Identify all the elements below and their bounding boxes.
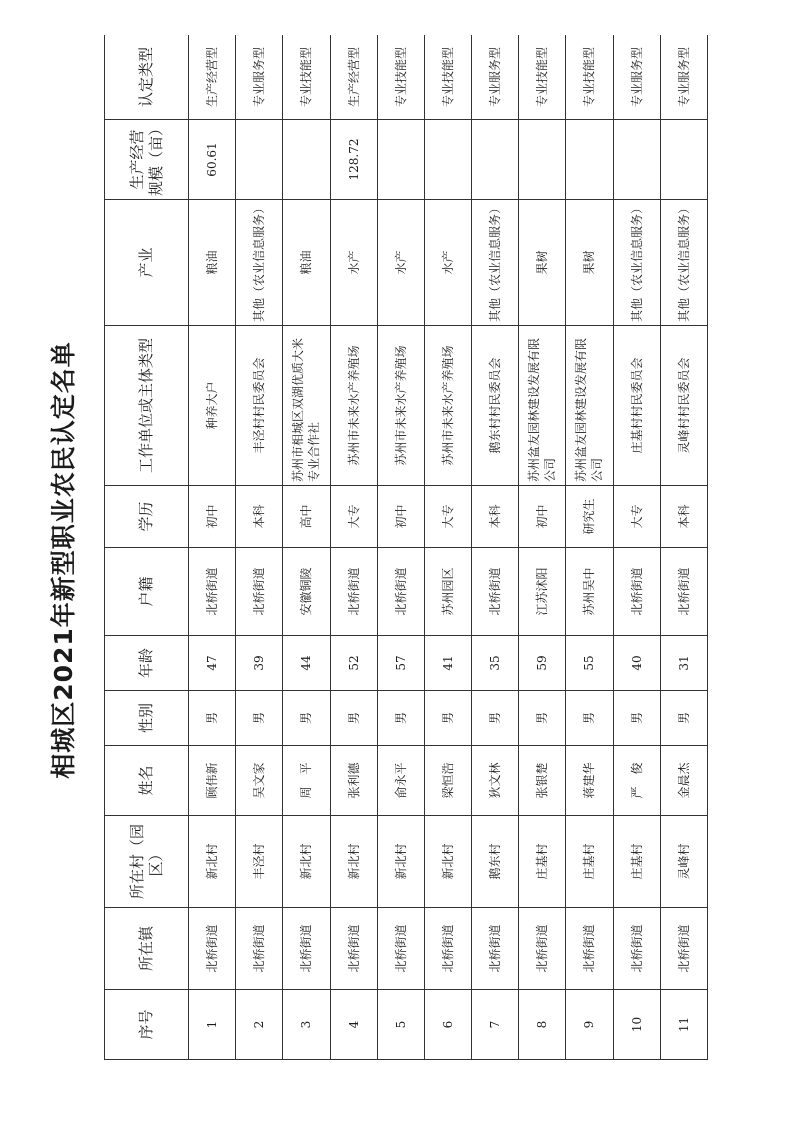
cell-scale (660, 120, 707, 200)
cell-industry: 其他（农业信息服务） (236, 200, 283, 326)
table-row (377, 35, 424, 1060)
cell-unit: 苏州盆友园林建设发展有限公司 (519, 326, 566, 486)
cell-name: 蒋建华 (566, 746, 613, 816)
cell-huji: 江苏沭阳 (519, 548, 566, 636)
cell-huji: 北桥街道 (236, 548, 283, 636)
cell-name: 金晨杰 (660, 746, 707, 816)
cell-name: 周 平 (283, 746, 330, 816)
table-row (189, 35, 236, 1060)
cell-name: 顾伟新 (189, 746, 236, 816)
cell-edu: 本科 (660, 486, 707, 548)
cell-age: 44 (283, 636, 330, 691)
cell-type: 专业服务型 (472, 35, 519, 120)
cell-village: 新北村 (283, 816, 330, 908)
table-row (660, 35, 707, 1060)
cell-age: 52 (330, 636, 377, 691)
cell-sex: 男 (613, 691, 660, 746)
table-row (472, 35, 519, 1060)
cell-town: 北桥街道 (566, 908, 613, 990)
cell-town: 北桥街道 (519, 908, 566, 990)
cell-sex: 男 (424, 691, 471, 746)
header-sex: 性别 (105, 691, 189, 746)
table-row (519, 35, 566, 1060)
cell-scale (472, 120, 519, 200)
cell-edu: 本科 (236, 486, 283, 548)
cell-name: 张银楚 (519, 746, 566, 816)
cell-unit: 苏州市未来水产养殖场 (330, 326, 377, 486)
table-row (330, 35, 377, 1060)
cell-no: 3 (283, 990, 330, 1060)
cell-no: 5 (377, 990, 424, 1060)
table-row (424, 35, 471, 1060)
cell-village: 庄基村 (566, 816, 613, 908)
header-name: 姓名 (105, 746, 189, 816)
cell-industry: 水产 (424, 200, 471, 326)
cell-type: 生产经营型 (189, 35, 236, 120)
cell-scale (613, 120, 660, 200)
table-header-row (105, 35, 189, 1060)
cell-huji: 北桥街道 (330, 548, 377, 636)
cell-town: 北桥街道 (660, 908, 707, 990)
cell-sex: 男 (519, 691, 566, 746)
cell-scale: 128.72 (330, 120, 377, 200)
cell-sex: 男 (283, 691, 330, 746)
cell-village: 新北村 (330, 816, 377, 908)
cell-unit: 灵峰村村民委员会 (660, 326, 707, 486)
table-row (613, 35, 660, 1060)
cell-huji: 北桥街道 (660, 548, 707, 636)
cell-scale (566, 120, 613, 200)
cell-age: 59 (519, 636, 566, 691)
cell-industry: 水产 (377, 200, 424, 326)
cell-scale (236, 120, 283, 200)
cell-village: 灵峰村 (660, 816, 707, 908)
cell-type: 生产经营型 (330, 35, 377, 120)
cell-huji: 苏州园区 (424, 548, 471, 636)
cell-huji: 北桥街道 (613, 548, 660, 636)
cell-huji: 苏州吴中 (566, 548, 613, 636)
cell-sex: 男 (236, 691, 283, 746)
header-unit: 工作单位或主体类型 (105, 326, 189, 486)
cell-scale (377, 120, 424, 200)
cell-name: 梁恒浩 (424, 746, 471, 816)
cell-age: 41 (424, 636, 471, 691)
cell-unit: 庄基村村民委员会 (613, 326, 660, 486)
cell-industry: 粮油 (283, 200, 330, 326)
cell-huji: 北桥街道 (472, 548, 519, 636)
header-village: 所在村（园区） (105, 816, 189, 908)
cell-name: 俞永平 (377, 746, 424, 816)
cell-type: 专业技能型 (519, 35, 566, 120)
table-container (104, 35, 708, 1060)
cell-scale: 60.61 (189, 120, 236, 200)
cell-village: 庄基村 (519, 816, 566, 908)
cell-scale (283, 120, 330, 200)
cell-town: 北桥街道 (377, 908, 424, 990)
cell-name: 张利德 (330, 746, 377, 816)
cell-age: 39 (236, 636, 283, 691)
header-age: 年龄 (105, 636, 189, 691)
cell-sex: 男 (472, 691, 519, 746)
cell-huji: 安徽铜陵 (283, 548, 330, 636)
cell-industry: 果树 (519, 200, 566, 326)
cell-edu: 高中 (283, 486, 330, 548)
cell-sex: 男 (377, 691, 424, 746)
header-edu: 学历 (105, 486, 189, 548)
cell-name: 吴文家 (236, 746, 283, 816)
cell-age: 55 (566, 636, 613, 691)
cell-town: 北桥街道 (472, 908, 519, 990)
cell-industry: 果树 (566, 200, 613, 326)
cell-industry: 水产 (330, 200, 377, 326)
page-title-wrap (37, 60, 91, 1060)
cell-type: 专业技能型 (283, 35, 330, 120)
cell-no: 1 (189, 990, 236, 1060)
cell-edu: 研究生 (566, 486, 613, 548)
cell-age: 35 (472, 636, 519, 691)
cell-unit: 苏州市未来水产养殖场 (377, 326, 424, 486)
cell-village: 庄基村 (613, 816, 660, 908)
table-row (236, 35, 283, 1060)
cell-edu: 大专 (613, 486, 660, 548)
cell-village: 新北村 (424, 816, 471, 908)
farmer-list-table (104, 35, 708, 1060)
cell-age: 47 (189, 636, 236, 691)
cell-industry: 粮油 (189, 200, 236, 326)
cell-type: 专业服务型 (613, 35, 660, 120)
cell-village: 鹅东村 (472, 816, 519, 908)
cell-type: 专业技能型 (566, 35, 613, 120)
cell-age: 57 (377, 636, 424, 691)
cell-name: 严 俊 (613, 746, 660, 816)
page-title: 相城区2021年新型职业农民认定名单 (49, 341, 78, 779)
cell-no: 11 (660, 990, 707, 1060)
header-town: 所在镇 (105, 908, 189, 990)
cell-huji: 北桥街道 (189, 548, 236, 636)
cell-edu: 本科 (472, 486, 519, 548)
cell-edu: 初中 (519, 486, 566, 548)
cell-type: 专业技能型 (377, 35, 424, 120)
cell-edu: 初中 (377, 486, 424, 548)
table-row (566, 35, 613, 1060)
cell-town: 北桥街道 (424, 908, 471, 990)
cell-village: 新北村 (189, 816, 236, 908)
cell-industry: 其他（农业信息服务） (660, 200, 707, 326)
cell-industry: 其他（农业信息服务） (613, 200, 660, 326)
cell-unit: 苏州市相城区双湖优质大米专业合作社 (283, 326, 330, 486)
cell-no: 6 (424, 990, 471, 1060)
cell-age: 40 (613, 636, 660, 691)
cell-age: 31 (660, 636, 707, 691)
cell-edu: 大专 (330, 486, 377, 548)
cell-sex: 男 (566, 691, 613, 746)
table-row (283, 35, 330, 1060)
cell-town: 北桥街道 (236, 908, 283, 990)
cell-unit: 种养大户 (189, 326, 236, 486)
cell-town: 北桥街道 (283, 908, 330, 990)
cell-type: 专业服务型 (660, 35, 707, 120)
cell-type: 专业服务型 (236, 35, 283, 120)
cell-unit: 苏州市未来水产养殖场 (424, 326, 471, 486)
cell-village: 新北村 (377, 816, 424, 908)
cell-no: 4 (330, 990, 377, 1060)
cell-sex: 男 (189, 691, 236, 746)
cell-industry: 其他（农业信息服务） (472, 200, 519, 326)
cell-edu: 初中 (189, 486, 236, 548)
cell-town: 北桥街道 (330, 908, 377, 990)
cell-unit: 丰泾村村民委员会 (236, 326, 283, 486)
cell-scale (424, 120, 471, 200)
cell-no: 2 (236, 990, 283, 1060)
cell-no: 9 (566, 990, 613, 1060)
cell-sex: 男 (660, 691, 707, 746)
table-body (189, 35, 708, 1060)
cell-huji: 北桥街道 (377, 548, 424, 636)
cell-unit: 鹅东村村民委员会 (472, 326, 519, 486)
cell-no: 7 (472, 990, 519, 1060)
cell-edu: 大专 (424, 486, 471, 548)
cell-no: 10 (613, 990, 660, 1060)
cell-town: 北桥街道 (189, 908, 236, 990)
cell-type: 专业技能型 (424, 35, 471, 120)
header-type: 认定类型 (105, 35, 189, 120)
header-industry: 产业 (105, 200, 189, 326)
cell-no: 8 (519, 990, 566, 1060)
cell-unit: 苏州盆友园林建设发展有限公司 (566, 326, 613, 486)
cell-scale (519, 120, 566, 200)
cell-name: 狄文林 (472, 746, 519, 816)
header-scale: 生产经营规模（亩） (105, 120, 189, 200)
header-no: 序号 (105, 990, 189, 1060)
cell-town: 北桥街道 (613, 908, 660, 990)
cell-sex: 男 (330, 691, 377, 746)
header-huji: 户籍 (105, 548, 189, 636)
cell-village: 丰泾村 (236, 816, 283, 908)
